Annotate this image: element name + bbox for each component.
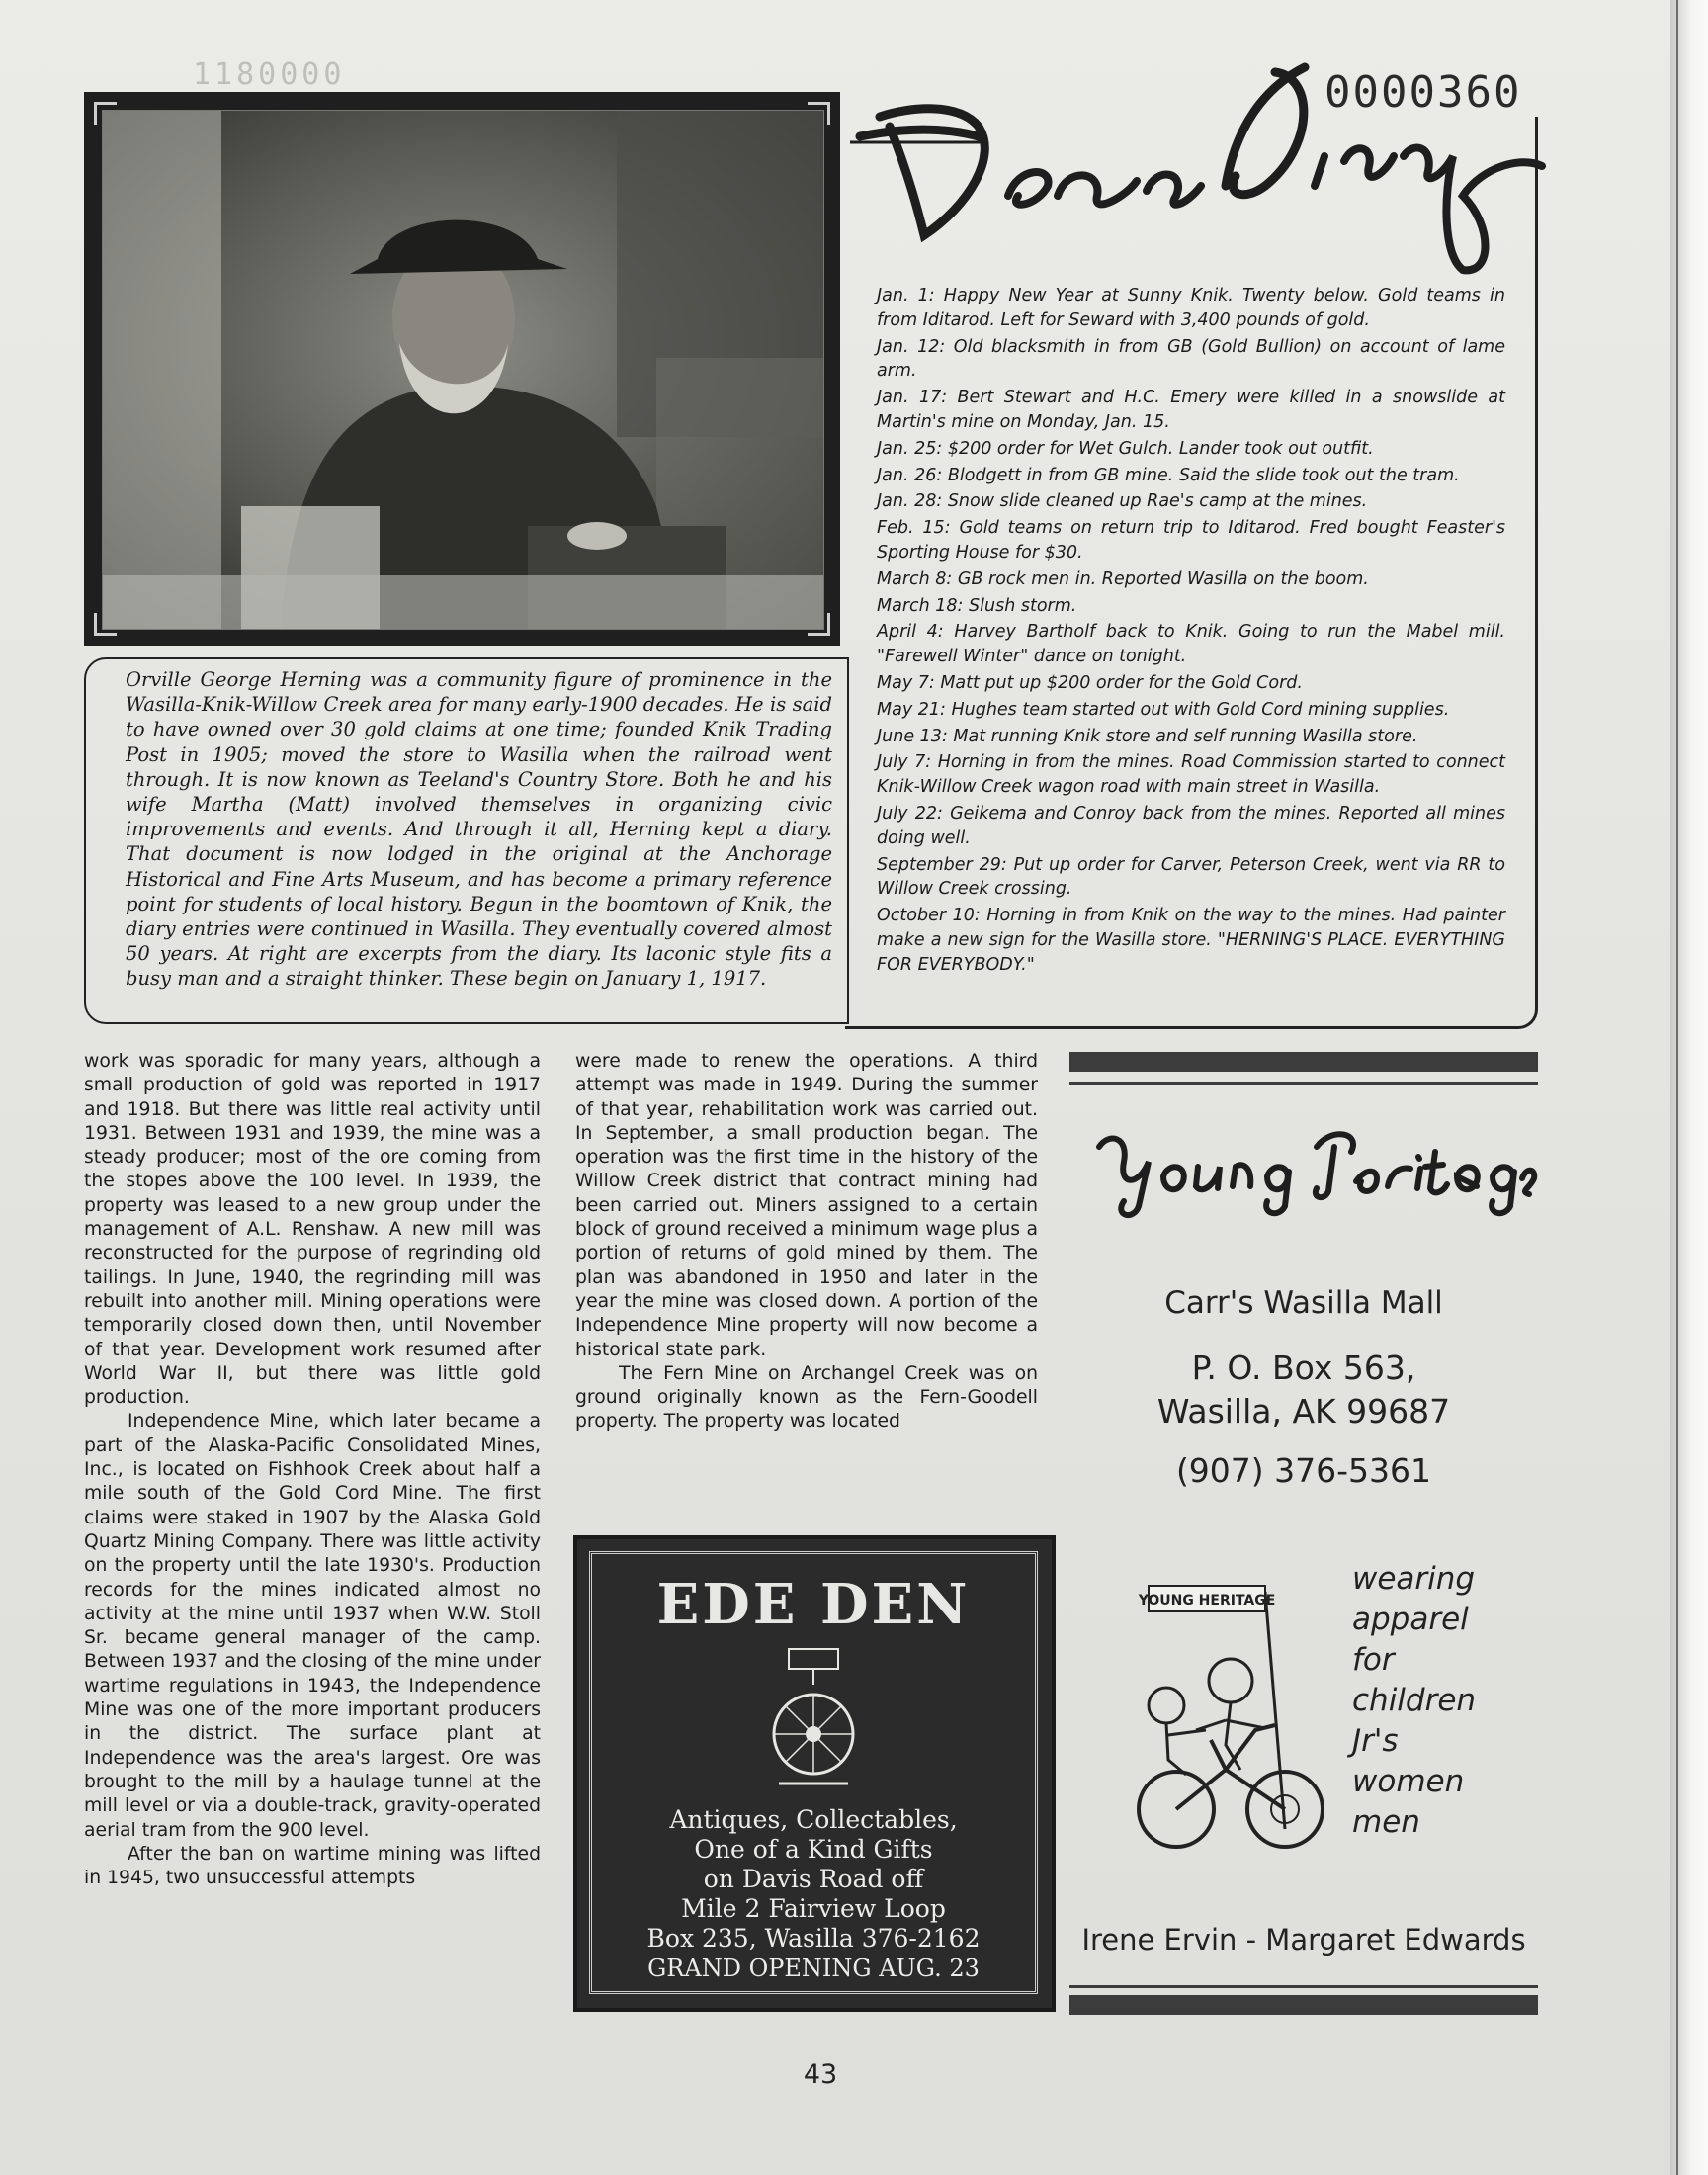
- diary-entry: March 18: Slush storm.: [877, 595, 1077, 616]
- diary-entry: Jan. 1: Happy New Year at Sunny Knik. Twenty below. Gold teams in from Iditarod. Left for Seward with 3,400 pounds of gold.: [877, 286, 1505, 330]
- apparel-line: wearing: [1352, 1561, 1476, 1597]
- diary-entry: Jan. 25: $200 order for Wet Gulch. Lander took out outfit.: [877, 438, 1374, 459]
- young-heritage-owners: Irene Ervin - Margaret Edwards: [1081, 1923, 1526, 1957]
- ede-den-line: One of a Kind Gifts: [694, 1835, 933, 1864]
- diary-entry: July 7: Horning in from the mines. Road Commission started to connect Knik-Willow Creek wagon road with main street in Wasilla.: [877, 752, 1505, 798]
- spinning-wheel-icon: [759, 1645, 868, 1793]
- apparel-line: Jr's: [1352, 1723, 1399, 1759]
- diary-entry: Feb. 15: Gold teams on return trip to Iditarod. Fred bought Feaster's Sporting House for $30.: [877, 518, 1505, 563]
- young-heritage-mall: Carr's Wasilla Mall: [1164, 1285, 1443, 1321]
- diary-entry: March 8: GB rock men in. Reported Wasilla on the boom.: [877, 568, 1369, 589]
- diary-entry: Jan. 26: Blodgett in from GB mine. Said the slide took out the tram.: [877, 465, 1460, 485]
- young-heritage-top-rule: [1069, 1052, 1538, 1072]
- ede-den-line: Box 235, Wasilla 376-2162: [646, 1924, 981, 1953]
- young-heritage-bottom-line: [1069, 1985, 1538, 1988]
- apparel-line: men: [1352, 1804, 1420, 1840]
- diary-entry: October 10: Horning in from Knik on the way to the mines. Had painter make a new sign for the Wasilla store. "HERNING'S PLACE. EVERYTHING FOR EVERYBODY.": [877, 906, 1505, 975]
- scan-edge-line: [1676, 0, 1678, 2175]
- diary-entry: Jan. 17: Bert Stewart and H.C. Emery were killed in a snowslide at Martin's mine on Monday, Jan. 15.: [877, 388, 1505, 432]
- bicycle-children-illustration: [1097, 1572, 1344, 1869]
- article-column-2: [575, 1050, 1038, 1435]
- young-heritage-po-box: P. O. Box 563,: [1191, 1348, 1416, 1387]
- diary-entry: May 7: Matt put up $200 order for the Gold Cord.: [877, 672, 1303, 693]
- young-heritage-apparel-list: [1352, 1559, 1476, 1843]
- apparel-line: apparel: [1352, 1602, 1469, 1637]
- article-paragraph: After the ban on wartime mining was lifted in 1945, two unsuccessful attempts: [84, 1843, 541, 1889]
- serial-number: 0000360: [1324, 67, 1522, 118]
- ede-den-line: on Davis Road off: [703, 1865, 924, 1893]
- photo-frame: [84, 92, 840, 646]
- article-paragraph: were made to renew the operations. A third attempt was made in 1949. During the summer of that year, rehabilitation work was carried out. In September, a small production began. The operation was the first time in the history of the Willow Creek district that contract mining had been carried out. Miners assigned to a certain block of ground received a minimum wage plus a portion of returns of gold mined by them. The plan was abandoned in 1950 and later in the year the mine was closed down. A portion of the Independence Mine property will now become a historical state park.: [575, 1051, 1038, 1360]
- flag-text: YOUNG HERITAGE: [1138, 1593, 1276, 1609]
- photo-corner: [808, 102, 830, 125]
- ghost-stamp: 1180000: [193, 57, 346, 92]
- young-heritage-script-title: [1069, 1107, 1538, 1226]
- photo-corner: [94, 102, 117, 125]
- diary-entries: [877, 284, 1505, 980]
- portrait-photo: [102, 110, 824, 630]
- diary-entry: Jan. 12: Old blacksmith in from GB (Gold Bullion) on account of lame arm.: [877, 336, 1505, 382]
- ede-den-title: EDE DEN: [656, 1572, 971, 1637]
- young-heritage-phone: (907) 376-5361: [1175, 1451, 1432, 1490]
- young-heritage-top-line: [1069, 1082, 1538, 1085]
- diary-entry: July 22: Geikema and Conroy back from the mines. Reported all mines doing well.: [877, 803, 1505, 848]
- ede-den-advertisement: [573, 1535, 1056, 2012]
- ede-den-ad-border: [589, 1551, 1038, 1994]
- diary-entry: September 29: Put up order for Carver, Peterson Creek, went via RR to Willow Creek crossing.: [877, 854, 1505, 900]
- article-paragraph: Independence Mine, which later became a part of the Alaska-Pacific Consolidated Mines, Inc., is located on Fishhook Creek about half a mile south of the Gold Cord Mine. The first claims were staked in 1907 by the Alaska Gold Quartz Mining Company. There was little activity on the property until the late 1930's. Production records for the mines indicated almost no activity at the mine until 1937 when W.W. Stoll Sr. became general manager of the camp. Between 1937 and the closing of the mine under wartime regulations in 1943, the Independence Mine was one of the more important producers in the district. The surface plant at Independence was the area's largest. Ore was brought to the mill by a haulage tunnel at the mill level or via a double-track, gravity-operated aerial tram from the 900 level.: [84, 1411, 541, 1841]
- photo-corner: [94, 613, 117, 636]
- apparel-line: for: [1352, 1642, 1395, 1678]
- photo-caption-box: [84, 657, 849, 1024]
- apparel-line: children: [1352, 1683, 1477, 1718]
- ede-den-grand-opening: GRAND OPENING AUG. 23: [647, 1955, 980, 1982]
- young-heritage-bottom-rule: [1069, 1995, 1538, 2015]
- ede-den-line: Mile 2 Fairview Loop: [681, 1894, 946, 1923]
- ede-den-line: Antiques, Collectables,: [669, 1805, 958, 1834]
- ede-den-details: [592, 1805, 1035, 1983]
- article-column-1: [84, 1050, 541, 1890]
- page-number: 43: [803, 2059, 838, 2090]
- diary-entry: Jan. 28: Snow slide cleaned up Rae's camp at the mines.: [877, 491, 1368, 512]
- diary-entry: May 21: Hughes team started out with Gold Cord mining supplies.: [877, 699, 1450, 720]
- diary-entry: June 13: Mat running Knik store and self running Wasilla store.: [877, 726, 1418, 746]
- portrait-illustration: [103, 111, 823, 629]
- photo-caption: Orville George Herning was a community figure of prominence in the Wasilla-Knik-Willow Creek area for many early-1900 decades. He is said to have owned over 30 gold claims at one time; founded Knik Trading Post in 1905; moved the store to Wasilla when the railroad went through. It is now known as Teeland's Country Store. Both he and his wife Martha (Matt) involved themselves in organizing civic improvements and events. And through it all, Herning kept a diary. That document is now lodged in the original at the Anchorage Historical and Fine Arts Museum, and has become a primary reference point for students of local history. Begun in the boomtown of Knik, the diary entries were continued in Wasilla. They eventually covered almost 50 years. At right are excerpts from the diary. Its laconic style fits a busy man and a straight thinker. These begin on January 1, 1917.: [126, 668, 832, 991]
- diary-entry: April 4: Harvey Bartholf back to Knik. Going to run the Mabel mill. "Farewell Winter" dance on tonight.: [877, 622, 1505, 667]
- young-heritage-city: Wasilla, AK 99687: [1156, 1392, 1451, 1431]
- apparel-line: women: [1352, 1764, 1465, 1799]
- article-paragraph: work was sporadic for many years, although a small production of gold was reported in 1917 and 1918. But there was little real activity until 1931. Between 1931 and 1939, the mine was a steady producer; most of the ore coming from the stopes above the 100 level. In 1939, the property was leased to a new group under the management of A.L. Renshaw. A new mill was reconstructed for the purpose of regrinding old tailings. In June, 1940, the regrinding mill was rebuilt into another mill. Mining operations were temporarily closed down then, until November of that year. Development work resumed after World War II, but there was little gold production.: [84, 1051, 541, 1409]
- article-paragraph: The Fern Mine on Archangel Creek was on ground originally known as the Fern-Goodell property. The property was located: [575, 1362, 1038, 1433]
- photo-corner: [808, 613, 830, 636]
- young-heritage-address: [1069, 1285, 1538, 1490]
